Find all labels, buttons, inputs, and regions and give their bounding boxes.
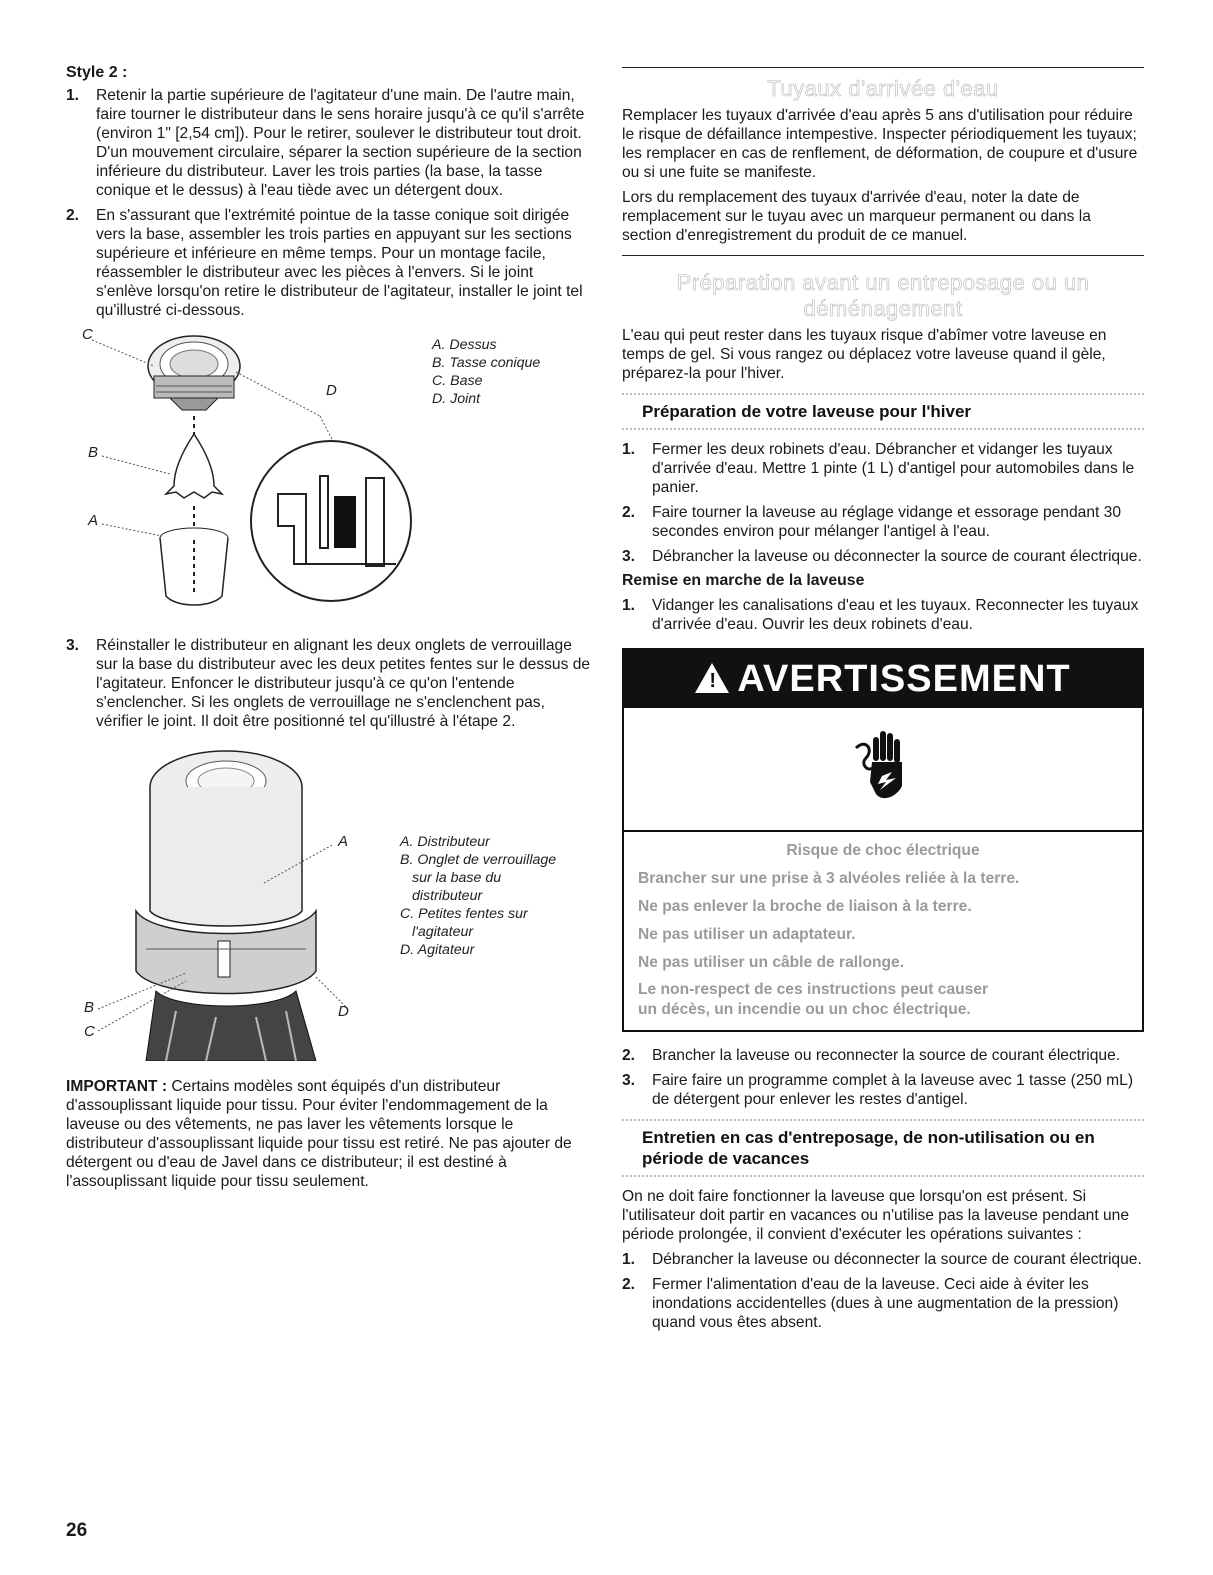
section-divider bbox=[622, 67, 1144, 68]
warning-text: Risque de choc électrique Brancher sur une prise à 3 alvéoles reliée à la terre. Ne pas enlever la broche de liaison à la terre. Ne pas utiliser un adaptateur. Ne pas utiliser un câble de rallonge. Le non-respect de ces instructions peut causer un décès, un incendie ou un choc électrique. bbox=[624, 832, 1142, 1030]
list-item: 3. Réinstaller le distributeur en alignant les deux onglets de verrouillage sur la base du distributeur avec les deux petites fentes sur le dessus de l'agitateur. Enfoncer le distributeur jusqu'à ce qu'on l'entende s'enclencher. Si les onglets de verrouillage ne s'enclenchent pas, vérifier le joint. Il doit être positionné tel qu'illustré à l'étape 2. bbox=[66, 637, 591, 730]
callout-c: C bbox=[84, 1023, 95, 1040]
list-item: 2. En s'assurant que l'extrémité pointue de la tasse conique soit dirigée vers la base, assembler les trois parties en appuyant sur les sections supérieure et inférieure en même temps. Pour un montage facile, réassembler le distributeur avec les pièces à l'envers. Si le joint s'enlève lorsqu'on retire le distributeur de l'agitateur, installer le joint tel qu'illustré ci-dessous. bbox=[66, 207, 583, 319]
list-item: 1. Retenir la partie supérieure de l'agitateur d'une main. De l'autre main, faire tourner le distributeur dans le sens horaire jusqu'à ce qu'il s'arrête (environ 1" [2,54 cm]). Pour le retirer, soulever le distributeur tout droit. D'un mouvement circulaire, séparer la section supérieure de la section inférieure du distributeur. Laver les trois parties (la base, la tasse conique et le dessus) à l'eau tiède avec un détergent doux. bbox=[66, 87, 585, 199]
list-item: 3. Faire faire un programme complet à la laveuse avec 1 tasse (250 mL) de détergent pour enlever les restes d'antigel. bbox=[622, 1072, 1134, 1108]
risk-title: Risque de choc électrique bbox=[786, 842, 980, 859]
list-item: 3. Débrancher la laveuse ou déconnecter la source de courant électrique. bbox=[622, 548, 1142, 565]
paragraph: Remplacer les tuyaux d'arrivée d'eau après 5 ans d'utilisation pour réduire le risque de défaillance intempestive. Inspecter périodiquement les tuyaux; les remplacer en cas de renflement, de déformation, de coupure et d'usure ou si une fuite se manifeste. bbox=[622, 107, 1138, 181]
restart-steps-b bbox=[622, 1046, 1144, 1109]
callout-b: B bbox=[84, 999, 95, 1016]
callout-b: B bbox=[88, 444, 99, 461]
section-title-storage: Préparation avant un entreposage ou un déménagement bbox=[676, 270, 1090, 321]
callout-c: C bbox=[82, 326, 93, 343]
list-item: 1. Débrancher la laveuse ou déconnecter la source de courant électrique. bbox=[622, 1251, 1142, 1268]
dispenser-install-figure bbox=[66, 741, 594, 1077]
left-column bbox=[66, 64, 594, 1191]
winter-heading: Préparation de votre laveuse pour l'hiver bbox=[622, 393, 1144, 430]
list-item: 1. Fermer les deux robinets d'eau. Débrancher et vidanger les tuyaux d'arrivée d'eau. Mettre 1 pinte (1 L) d'antigel pour automobiles dans le panier. bbox=[622, 441, 1135, 496]
vacation-heading: Entretien en cas d'entreposage, de non-utilisation ou en période de vacances bbox=[622, 1119, 1144, 1177]
section-title-water-hoses: Tuyaux d'arrivée d'eau bbox=[767, 76, 999, 101]
restart-steps-a bbox=[622, 596, 1144, 634]
warning-title-bar: ! AVERTISSEMENT bbox=[624, 650, 1142, 708]
steps-list-a bbox=[66, 86, 594, 320]
paragraph: L'eau qui peut rester dans les tuyaux risque d'abîmer votre laveuse en temps de gel. Si vous rangez ou déplacez votre laveuse quand il gèle, préparez-la pour l'hiver. bbox=[622, 327, 1107, 382]
vacation-steps bbox=[622, 1250, 1144, 1332]
right-column bbox=[622, 64, 1144, 1338]
electric-shock-hand-icon bbox=[852, 728, 912, 808]
callout-a: A bbox=[88, 512, 99, 529]
list-item: 2. Brancher la laveuse ou reconnecter la source de courant électrique. bbox=[622, 1047, 1121, 1064]
page-number: 26 bbox=[66, 1520, 88, 1541]
list-item: 2. Fermer l'alimentation d'eau de la laveuse. Ceci aide à éviter les inondations accidentelles (dues à une augmentation de la pression) quand vous êtes absent. bbox=[622, 1276, 1119, 1331]
warning-box bbox=[622, 648, 1144, 1032]
dispenser-parts-illustration bbox=[66, 326, 426, 626]
list-item: 2. Faire tourner la laveuse au réglage vidange et essorage pendant 30 secondes environ pour mélanger l'antigel à l'eau. bbox=[622, 504, 1122, 540]
figure-legend: A. Distributeur B. Onglet de verrouillage sur la base du distributeur C. Petites fentes sur l'agitateur D. Agitateur bbox=[400, 834, 557, 958]
paragraph: On ne doit faire fonctionner la laveuse que lorsqu'on est présent. Si l'utilisateur doit partir en vacances ou n'utilise pas la laveuse pendant une période prolongée, il convient d'exécuter les opérations suivantes : bbox=[622, 1188, 1130, 1243]
callout-d: D bbox=[326, 382, 337, 399]
callout-d: D bbox=[338, 1003, 349, 1020]
warning-icon-row bbox=[624, 708, 1142, 832]
figure-legend: A. Dessus B. Tasse conique C. Base D. Joint bbox=[432, 337, 541, 407]
list-item: 1. Vidanger les canalisations d'eau et les tuyaux. Reconnecter les tuyaux d'arrivée d'eau. Ouvrir les deux robinets d'eau. bbox=[622, 597, 1139, 633]
style-heading: Style 2 : bbox=[66, 64, 128, 81]
warning-triangle-icon: ! bbox=[695, 663, 729, 693]
winter-steps bbox=[622, 440, 1144, 566]
important-note: IMPORTANT : Certains modèles sont équipés d'un distributeur d'assouplissant liquide pour tissu. Pour éviter l'endommagement de la laveuse ou des vêtements, ne pas laver les vêtements lorsque le distributeur d'assouplissant liquide pour tissu est retiré. Ne pas ajouter de détergent ou d'eau de Javel dans ce distributeur; il est destiné à l'assouplissant liquide pour tissu seulement. bbox=[66, 1078, 572, 1190]
section-divider bbox=[622, 255, 1144, 256]
steps-list-b bbox=[66, 636, 594, 731]
restart-heading: Remise en marche de la laveuse bbox=[622, 572, 865, 589]
dispenser-install-illustration bbox=[76, 741, 376, 1061]
callout-a: A bbox=[338, 833, 349, 850]
dispenser-parts-figure bbox=[66, 326, 594, 636]
paragraph: Lors du remplacement des tuyaux d'arrivée d'eau, noter la date de remplacement sur le tuyau avec un marqueur permanent ou dans la section d'enregistrement du produit de ce manuel. bbox=[622, 189, 1091, 244]
